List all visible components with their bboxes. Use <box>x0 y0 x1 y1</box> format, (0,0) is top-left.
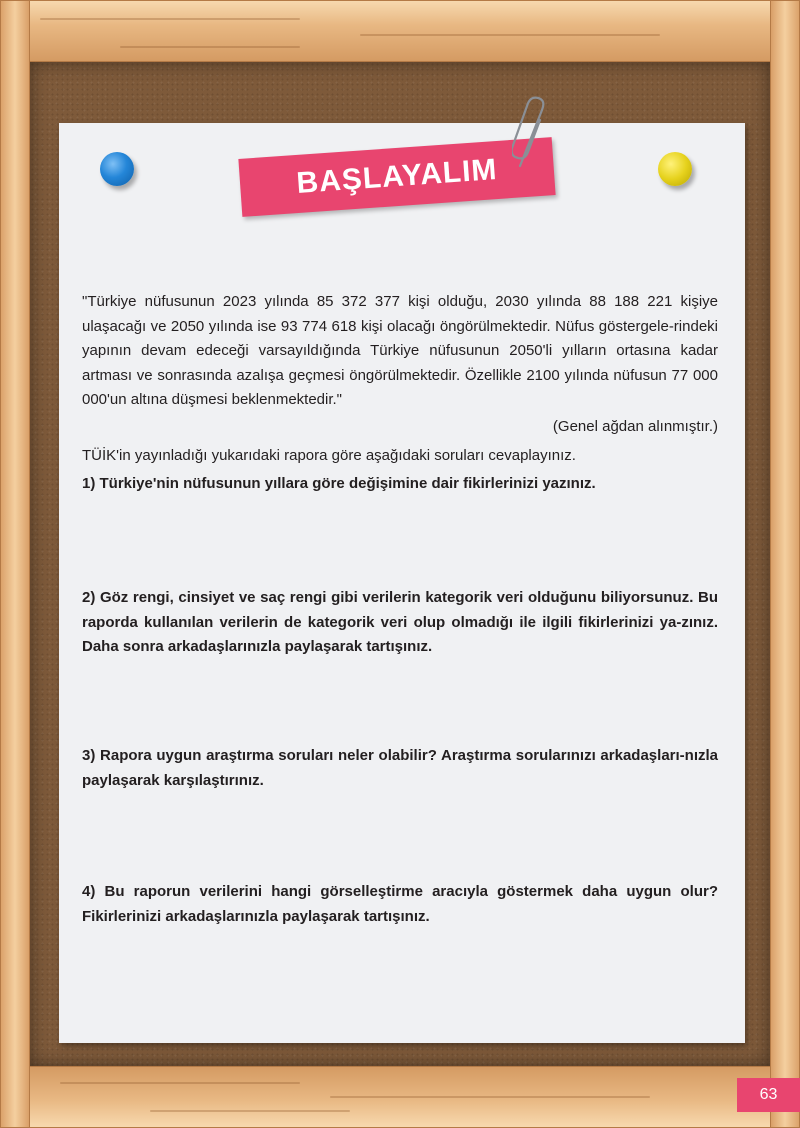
intro-text: TÜİK'in yayınladığı yukarıdaki rapora göre aşağıdaki soruları cevaplayınız. <box>82 447 576 464</box>
frame-bottom <box>0 1066 800 1128</box>
page-number: 63 <box>737 1078 800 1112</box>
frame-left <box>0 0 30 1128</box>
paperclip-icon <box>512 96 552 176</box>
question-3: 3) Rapora uygun araştırma soruları neler olabilir? Araştırma sorularınızı arkadaşları-nızla paylaşarak karşılaştırınız. <box>82 747 718 789</box>
yellow-pushpin-icon <box>658 152 692 186</box>
question-1: 1) Türkiye'nin nüfusunun yıllara göre değişimine dair fikirlerinizi yazınız. <box>82 475 596 492</box>
content-area <box>82 290 718 925</box>
frame-top <box>0 0 800 62</box>
source-note: (Genel ağdan alınmıştır.) <box>552 417 718 435</box>
question-4: 4) Bu raporun verilerini hangi görselleştirme aracıyla göstermek daha uygun olur? Fikirlerinizi arkadaşlarınızla paylaşarak tartışınız. <box>82 883 718 925</box>
banner-title: BAŞLAYALIM <box>295 153 499 200</box>
frame-right <box>770 0 800 1128</box>
question-2: 2) Göz rengi, cinsiyet ve saç rengi gibi verilerin kategorik veri olduğunu biliyorsunuz. Bu raporda kullanılan verilerin de kategorik veri olup olmadığı ile ilgili fikirlerinizi ya-zınız. Daha sonra arkadaşlarınızla paylaşarak tartışınız. <box>82 589 718 655</box>
blue-pushpin-icon <box>100 152 134 186</box>
report-quote: "Türkiye nüfusunun 2023 yılında 85 372 377 kişi olduğu, 2030 yılında 88 188 221 kişiye ulaşacağı ve 2050 yılında ise 93 774 618 kişi olacağı öngörülmektedir. Nüfus göstergele-rindeki yapının devam edeceği varsayıldığında Türkiye nüfusunun 2050'li yılların ortasına kadar artması ve sonrasında azalışa geçmesi öngörülmektedir. Özellikle 2100 yılında nüfusun 77 000 000'un altına düşmesi beklenmektedir." <box>82 293 718 408</box>
